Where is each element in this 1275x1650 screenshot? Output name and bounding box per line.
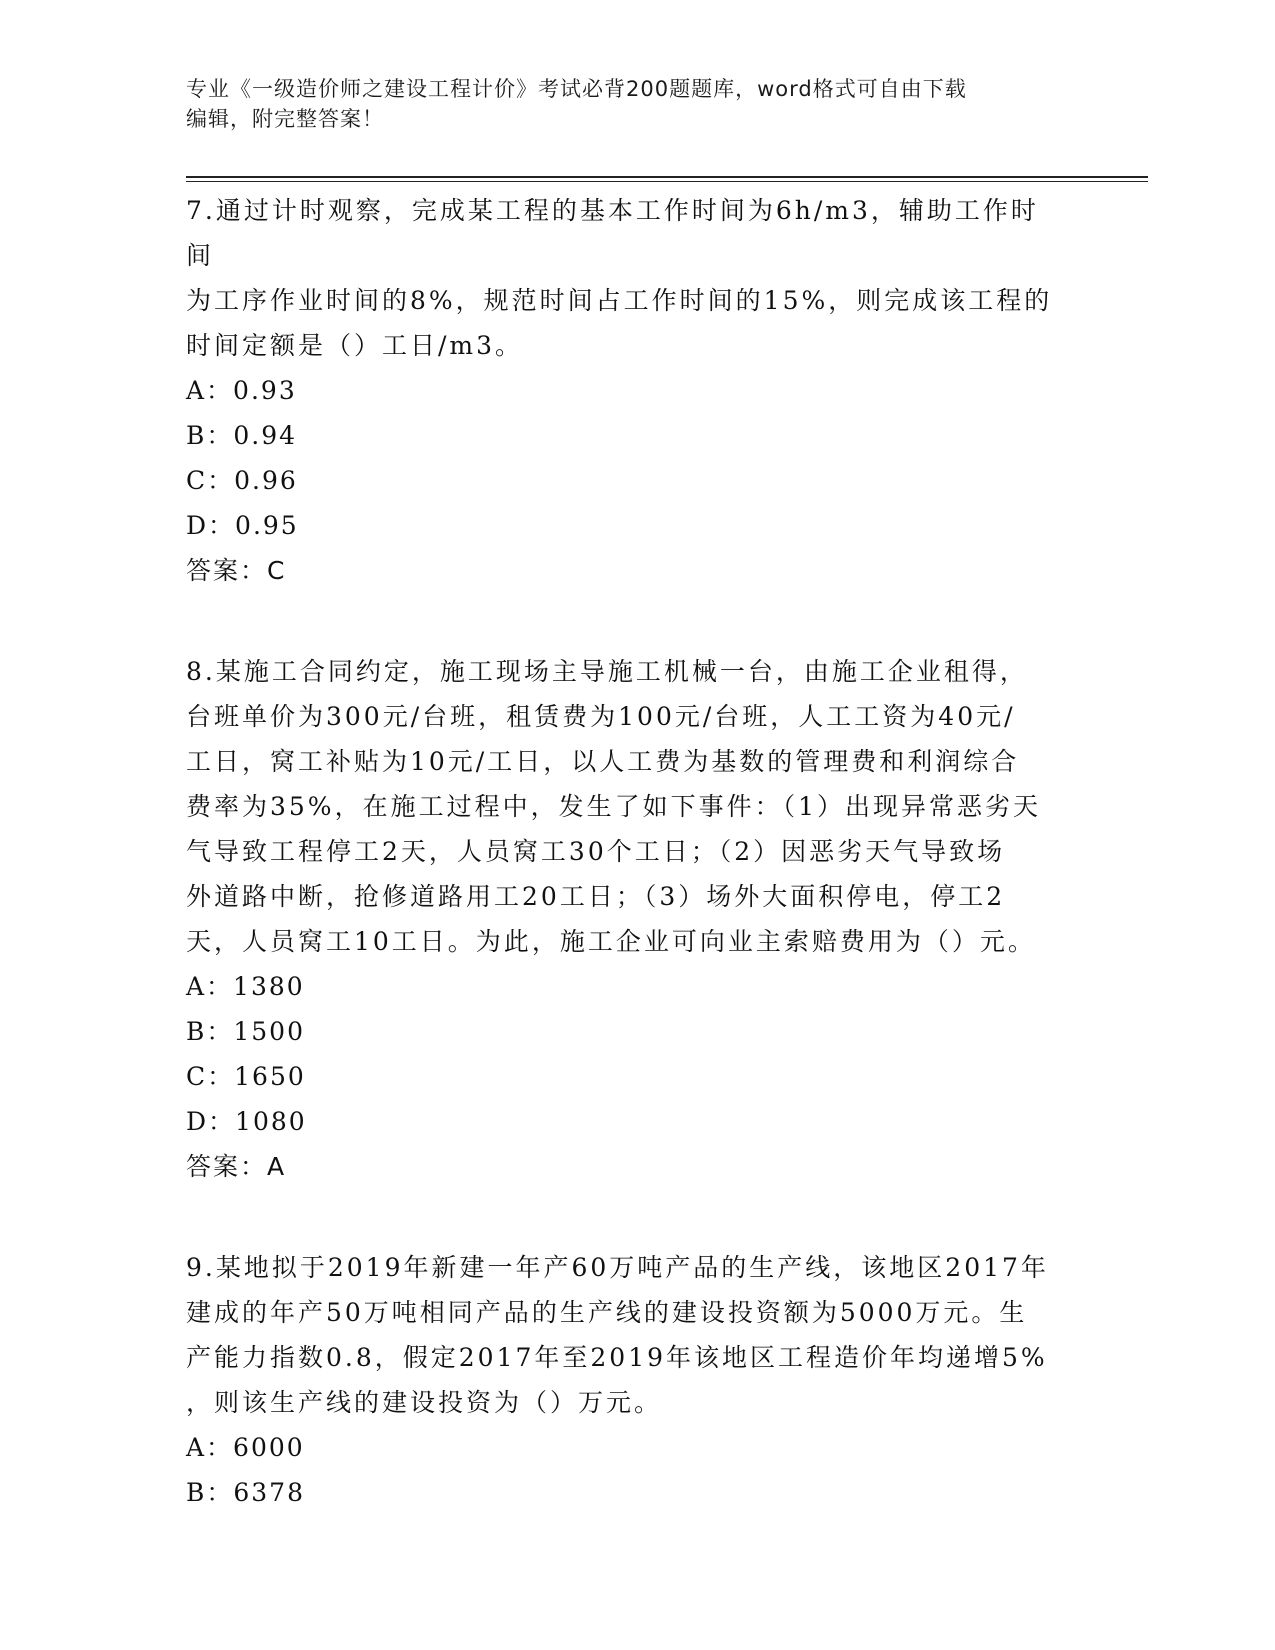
- question-stem-line: 台班单价为300元/台班，租赁费为100元/台班，人工工资为40元/: [186, 702, 1016, 731]
- question-stem-line: 为工序作业时间的8%，规范时间占工作时间的15%，则完成该工程的: [186, 286, 1053, 315]
- header-line-2: 编辑，附完整答案！: [186, 107, 384, 131]
- answer-line: 答案：C: [186, 556, 287, 585]
- question-stem: [186, 188, 1066, 368]
- option-d: D：0.95: [186, 511, 299, 540]
- option-b: B：0.94: [186, 421, 298, 450]
- question-stem: [186, 1245, 1066, 1425]
- question-stem-line: 外道路中断，抢修道路用工20工日；（3）场外大面积停电，停工2: [186, 882, 1006, 911]
- header-line-1: 专业《一级造价师之建设工程计价》考试必背200题题库，word格式可自由下载: [186, 77, 967, 101]
- question-list: [186, 188, 1066, 1515]
- option-c: C：0.96: [186, 466, 298, 495]
- question-stem-line: 费率为35%，在施工过程中，发生了如下事件：（1）出现异常恶劣天: [186, 792, 1041, 821]
- question-stem-line: 工日，窝工补贴为10元/工日，以人工费为基数的管理费和利润综合: [186, 747, 1020, 776]
- answer-line: 答案：A: [186, 1152, 287, 1181]
- header-divider-thick: [186, 176, 1148, 178]
- question-item: [186, 188, 1066, 593]
- question-stem-line: 天，人员窝工10工日。为此，施工企业可向业主索赔费用为（）元。: [186, 927, 1036, 956]
- question-item: [186, 649, 1066, 1189]
- option-a: A：1380: [186, 972, 305, 1001]
- question-stem-line: 时间定额是（）工日/m3。: [186, 331, 524, 360]
- option-list: [186, 368, 1066, 548]
- option-b: B：6378: [186, 1478, 305, 1507]
- spacer: [186, 1189, 1066, 1245]
- option-c: C：1650: [186, 1062, 306, 1091]
- option-a: A：6000: [186, 1433, 305, 1462]
- question-stem-line: ，则该生产线的建设投资为（）万元。: [186, 1388, 663, 1417]
- question-stem-line: 气导致工程停工2天，人员窝工30个工日；（2）因恶劣天气导致场: [186, 837, 1006, 866]
- document-header: [186, 74, 1086, 134]
- question-item: [186, 1245, 1066, 1515]
- question-stem-line: 7.通过计时观察，完成某工程的基本工作时间为6h/m3，辅助工作时间: [186, 196, 1039, 270]
- question-stem-line: 8.某施工合同约定，施工现场主导施工机械一台，由施工企业租得，: [186, 657, 1028, 686]
- question-stem-line: 9.某地拟于2019年新建一年产60万吨产品的生产线，该地区2017年: [186, 1253, 1049, 1282]
- option-list: [186, 964, 1066, 1144]
- question-stem: [186, 649, 1066, 964]
- option-d: D：1080: [186, 1107, 307, 1136]
- option-b: B：1500: [186, 1017, 305, 1046]
- question-stem-line: 建成的年产50万吨相同产品的生产线的建设投资额为5000万元。生: [186, 1298, 1028, 1327]
- question-stem-line: 产能力指数0.8，假定2017年至2019年该地区工程造价年均递增5%: [186, 1343, 1048, 1372]
- option-a: A：0.93: [186, 376, 297, 405]
- option-list: [186, 1425, 1066, 1515]
- spacer: [186, 593, 1066, 649]
- header-divider-thin: [186, 181, 1148, 182]
